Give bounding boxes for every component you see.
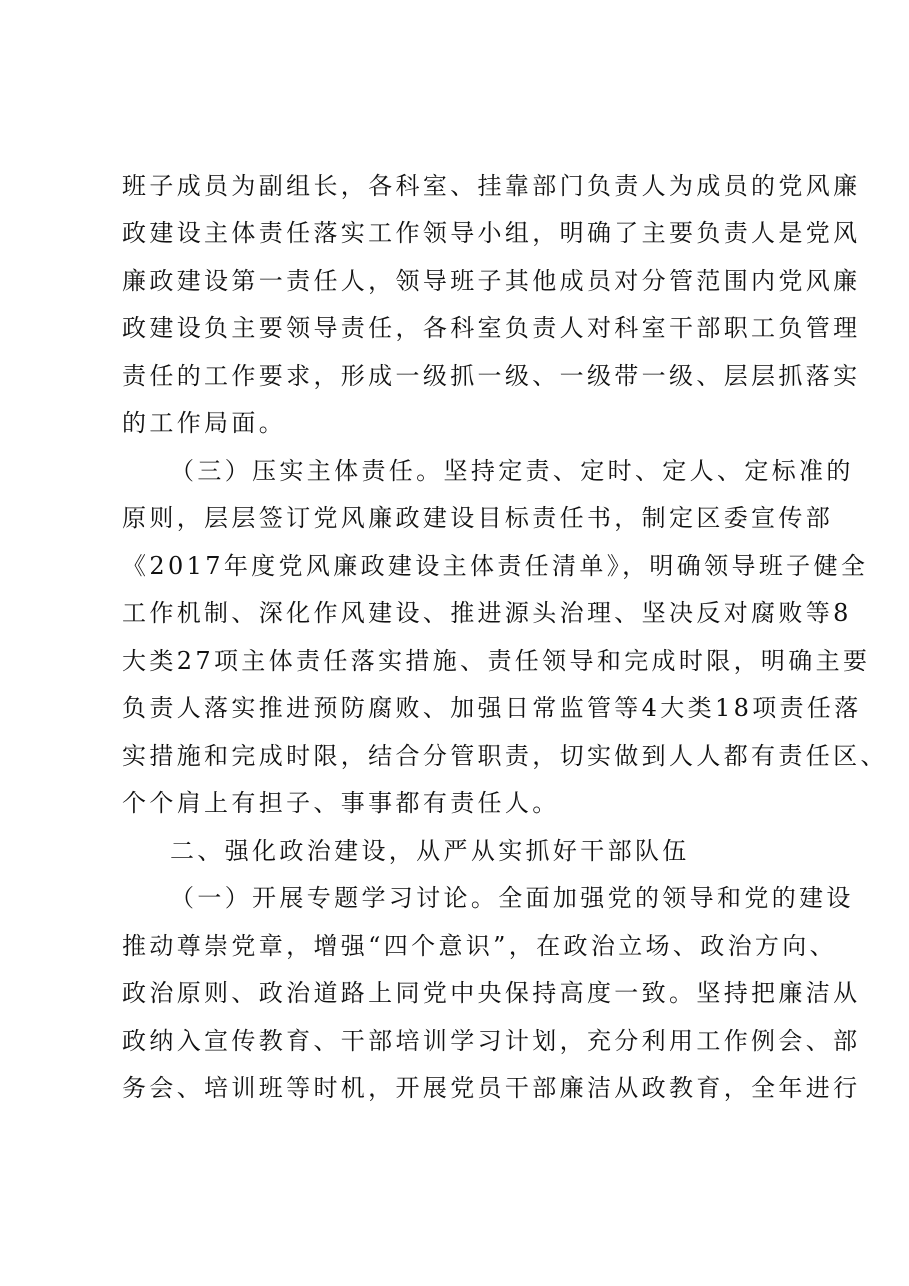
text-line: 责任的工作要求，形成一级抓一级、一级带一级、层层抓落实 — [122, 362, 861, 390]
text-line: 政建设负主要领导责任，各科室负责人对科室干部职工负管理 — [122, 314, 861, 342]
text-line: 负责人落实推进预防腐败、加强日常监管等4大类18项责任落 — [122, 694, 862, 722]
section-heading: 二、强化政治建设，从严从实抓好干部队伍 — [170, 837, 690, 865]
text-line: 班子成员为副组长，各科室、挂靠部门负责人为成员的党风廉 — [122, 172, 861, 200]
text-line: 政建设主体责任落实工作领导小组，明确了主要负责人是党风 — [122, 219, 861, 247]
text-line: 个个肩上有担子、事事都有责任人。 — [122, 789, 560, 817]
text-line: 推动尊崇党章，增强“四个意识”，在政治立场、政治方向、 — [122, 932, 837, 960]
text-line: 政治原则、政治道路上同党中央保持高度一致。坚持把廉洁从 — [122, 979, 861, 1007]
text-line: 廉政建设第一责任人，领导班子其他成员对分管范围内党风廉 — [122, 267, 861, 295]
text-line: 政纳入宣传教育、干部培训学习计划，充分利用工作例会、部 — [122, 1027, 861, 1055]
paragraph-start-line: （三）压实主体责任。坚持定责、定时、定人、定标准的 — [170, 457, 854, 485]
text-line: 大类27项主体责任落实措施、责任领导和完成时限，明确主要 — [122, 647, 871, 675]
text-line: 工作机制、深化作风建设、推进源头治理、坚决反对腐败等8 — [122, 599, 852, 627]
paragraph-start-line: （一）开展专题学习讨论。全面加强党的领导和党的建设 — [170, 884, 854, 912]
text-line: 的工作局面。 — [122, 409, 287, 437]
text-line: 务会、培训班等时机，开展党员干部廉洁从政教育，全年进行 — [122, 1074, 861, 1102]
text-line: 《2017年度党风廉政建设主体责任清单》，明确领导班子健全 — [122, 552, 869, 580]
text-line: 实措施和完成时限，结合分管职责，切实做到人人都有责任区、 — [122, 742, 888, 770]
text-line: 原则，层层签订党风廉政建设目标责任书，制定区委宣传部 — [122, 504, 834, 532]
